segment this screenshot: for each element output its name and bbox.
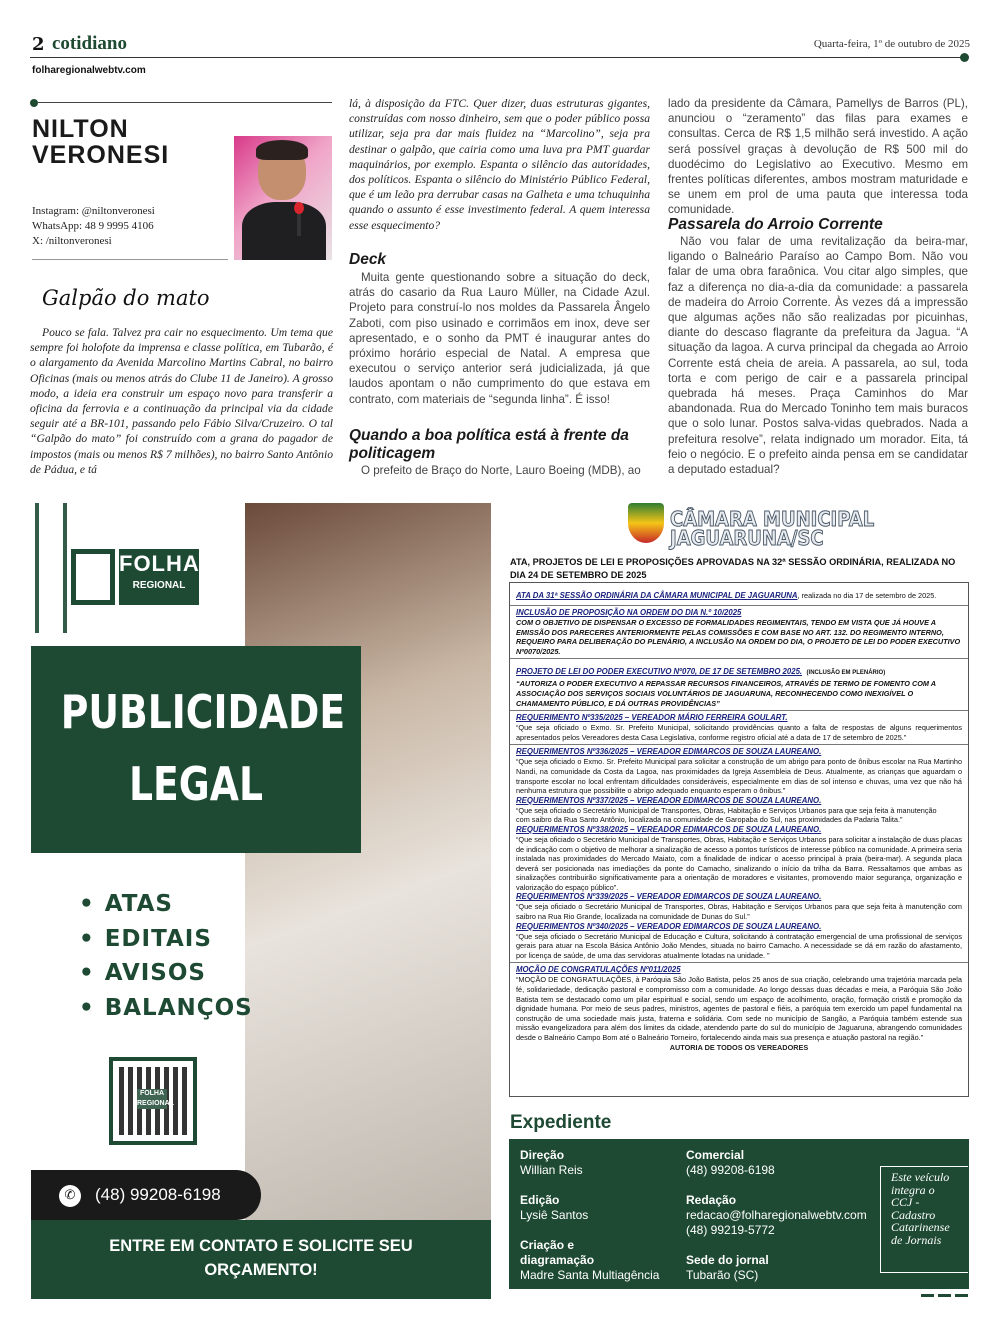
ad-phone-bar[interactable]	[31, 1170, 261, 1220]
inclusao-heading: INCLUSÃO DE PROPOSIÇÃO NA ORDEM DO DIA N.º 10/2025	[516, 608, 742, 617]
ad-footer	[31, 1220, 491, 1299]
columnist-rule	[38, 102, 332, 103]
columnist-contacts	[32, 204, 155, 249]
inclusao-text: COM O OBJETIVO DE DISPENSAR O EXCESSO DE FORMALIDADES REGIMENTAIS, TENDO EM VISTA QUE JÁ HOUVE A EMISSÃO DOS PARECERES ANTERIORMENTE PELAS COMISSÕES E COM BASE NO ART. 132. DO REGIMENTO INTERNO, REQUEIRO PARA DELIBERAÇÃO DO PLENÁRIO, A INCLUSÃO NA ORDEM DO DIA, O PROJETO DE LEI DO PODER EXECUTIVO Nº0070/2025.	[516, 618, 961, 656]
header-dot	[960, 53, 969, 62]
req-335-heading: REQUERIMENTO Nº335/2025 – VEREADOR MÁRIO FERREIRA GOULART.	[516, 713, 788, 723]
expediente-box	[509, 1139, 969, 1289]
mocao-section	[510, 963, 968, 1054]
camara-coat-of-arms-icon	[628, 503, 664, 543]
req-338-heading: REQUERIMENTOS Nº338/2025 – VEREADOR EDIMARCOS DE SOUZA LAUREANO.	[516, 824, 822, 834]
logo-text-folha: FOLHA	[119, 551, 200, 576]
ad-service-item: • ATAS	[79, 887, 253, 922]
whatsapp-number: WhatsApp: 48 9 9995 4106	[32, 220, 154, 232]
passarela-body: Não vou falar de uma revitalização da beira-mar, ligando o Balneário Paraíso ao Campo Bom. Não vou falar de uma obra faraônica. Vou citar algo simples, que faz a diferença no dia-a-dia da comunidade: a passarela de madeira do Arroio Corrente. Às vezes dá a impressão que algumas ações não são realizadas por picuinhas, diante do descaso flagrante da prefeitura da Jagua. “A situação da lagoa. A curva principal da chegada ao Arroio Corrente está cheia de areia. A passarela, ao sul, toda torta e com perigo de cair e a passarela principal quebrada há meses. Praça Caminhos do Mar abandonada. Rua do Mercado Toninho tem mais buracos que o solo lunar. Postos salva-vidas quebrados. Nada a prefeitura resolve”, relata indignado um morador. Eita, tá feio o negócio. E o prefeito ainda pensa em se candidatar a deputado estadual?	[668, 235, 968, 477]
req-336-heading: REQUERIMENTOS Nº336/2025 – VEREADOR EDIMARCOS DE SOUZA LAUREANO.	[516, 747, 822, 757]
ad-call-to-action: ENTRE EM CONTATO E SOLICITE SEU ORÇAMENTO!	[109, 1237, 413, 1279]
projeto-lei-note: (INCLUSÃO EM PLENÁRIO)	[806, 670, 886, 677]
mocao-text: “MOÇÃO DE CONGRATULAÇÕES, à Paróquia São João Batista, pelos 25 anos de sua criação, celebrando uma trajetória marcada pela fé, solidariedade, dedicação pastoral e compromisso com a comunidade. Ao longo dessas duas décadas e meia, a Paróquia São João Batista tem se destacado como um pilar espiritual e social, sendo um espaço de acolhimento, oração, formação cristã e promoção da dignidade humana. Por meio de seus padres, ministros, agentes de pastoral e fiéis, a paróquia tem exercido um papel fundamental na construção de uma sociedade mais justa, fraterna e solidária. Com sede no município de Sangão, a Paróquia também estende sua missão evangelizadora para além dos limites da cidade, atendendo parte do sul do município de Jaguaruna, abrangendo comunidades desde o Balneário Campo Bom até o Balneário Torneiro, fortalecendo ainda mais sua presença e atuação pastoral na região.”	[516, 975, 962, 1042]
article-body: Pouco se fala. Talvez pra cair no esquecimento. Um tema que sempre foi holofote da imprensa e classe política, em Tubarão, é o alargamento da Avenida Marcolino Martins Cabral, no bairro Oficinas (mais ou menos atrás do Clube 11 de Janeiro). A grosso modo, a ideia era construir um espaço novo para transferir a oficina da ferrovia e a continuação da principal via da cidade seguir até a BR-101, passando pelo Fábio Silva/Cruzeiro. O tal “Galpão do mato” foi construído com a grana do pagador de impostos (mais ou menos R$ 7 milhões), no bairro Santo Antônio de Pádua, e tá	[30, 326, 333, 476]
section-name: cotidiano	[52, 33, 127, 54]
camara-name-line2: JAGUARUNA/SC	[670, 526, 824, 550]
req-340-text: “Que seja oficiado o Secretário Municipal de Educação e Cultura, solicitando à contratação emergencial de uma profissional de serviços gerais para atuar na Escola Básica Antônio João Mendes, situada no bairro Camacho. A necessidade se dá em razão do afastamento, por licença de saúde, de uma das servidoras atualmente lotadas na unidade. ”	[516, 931, 962, 960]
legal-advertising-ad[interactable]	[31, 503, 491, 1299]
ata-heading: ATA DA 31ª SESSÃO ORDINÁRIA DA CÂMARA MUNICIPAL DE JAGUARUNA	[516, 591, 798, 600]
criacao-label: Criação e diagramação	[520, 1238, 595, 1267]
ata-section	[510, 583, 968, 606]
page-number: 2	[32, 34, 45, 55]
expediente-edicao	[520, 1193, 588, 1223]
sede-label: Sede do jornal	[686, 1253, 769, 1267]
projeto-lei-section	[510, 659, 968, 711]
camara-notice-box	[509, 582, 969, 1097]
folha-regional-logo	[71, 549, 201, 607]
req-335-section	[510, 711, 968, 745]
expediente-criacao	[520, 1238, 670, 1283]
article-continuation: lá, à disposição da FTC. Quer dizer, duas estruturas gigantes, construídas com nosso dinheiro, sem que o poder público possa utilizar, seja pra dar mais fluidez na “Marcolino”, seja pra destinar o galpão, que cairia como uma luva pra PMT guardar maquinários, por exemplo. Espanta o silêncio das autoridades, dos políticos. Espanta o silêncio do Ministério Público Federal, que é um leão pra derrubar casas na Galheta e uma tchuquinha quando o assunto é esse investimento federal. A quem interessa esse esquecimento?	[349, 97, 650, 232]
passarela-title: Passarela do Arroio Corrente	[668, 216, 883, 233]
req-340-heading: REQUERIMENTOS Nº340/2025 – VEREADOR EDIMARCOS DE SOUZA LAUREANO.	[516, 921, 822, 931]
article-title: Galpão do mato	[42, 286, 210, 310]
x-handle: X: /niltonveronesi	[32, 235, 112, 247]
req-338-text: “Que seja oficiado o Secretário Municipal de Transportes, Obras, Habitação e Serviços Urbanos para solicitar a instalação de duas placas de indicação com o objetivo de melhorar a sinalização de acesso a pontos turísticos de interesse público na comunidade. A primeira seria instalada nas proximidades do Mercado Maiato, com a finalidade de indicar o acesso principal à praia (beira-mar). A segunda placa deverá ser posicionada nas imediações da ponte do Camacho, sinalizando o início da trilha da Barra. Ressaltamos que ambas as sinalizações contribuirão significativamente para a orientação de moradores e visitantes, promovendo maior segurança, organização e valorização do espaço público”.	[516, 834, 962, 892]
edicao-value: Lysiê Santos	[520, 1208, 589, 1222]
ccj-note: Este veículo integra o CCJ - Cadastro Catarinense de Jornais	[880, 1166, 968, 1273]
expediente-direcao	[520, 1148, 583, 1178]
camara-notice-title: ATA, PROJETOS DE LEI E PROPOSIÇÕES APROVADAS NA 32ª SESSÃO ORDINÁRIA, REALIZADA NO DIA 24 DE SETEMBRO DE 2025	[510, 557, 956, 580]
ata-text: , realizada no dia 17 de setembro de 2025.	[797, 591, 937, 600]
politica-body-start: O prefeito de Braço do Norte, Lauro Boeing (MDB), ao	[361, 464, 641, 477]
expediente-comercial	[686, 1148, 775, 1178]
logo-text-regional: REGIONAL	[132, 580, 186, 591]
expediente-redacao	[686, 1193, 867, 1238]
phone-icon: ✆	[59, 1185, 81, 1207]
direcao-label: Direção	[520, 1148, 565, 1162]
ad-businesswoman-photo	[245, 503, 491, 1223]
columnist-name-line1: NILTON	[32, 115, 129, 143]
inclusao-section	[510, 606, 968, 659]
direcao-value: Willian Reis	[520, 1163, 583, 1177]
sede-value: Tubarão (SC)	[686, 1268, 759, 1282]
instagram-handle: Instagram: @niltonveronesi	[32, 205, 155, 217]
site-link[interactable]: folharegionalwebtv.com	[32, 65, 146, 76]
req-339-heading: REQUERIMENTOS Nº339/2025 – VEREADOR EDIMARCOS DE SOUZA LAUREANO.	[516, 892, 822, 902]
comercial-value: (48) 99208-6198	[686, 1163, 775, 1177]
mocao-authorship: AUTORIA DE TODOS OS VEREADORES	[669, 1042, 809, 1052]
req-337-text-1: “Que seja oficiado o Secretário Municipal de Transportes, Obras, Habitação e Serviços Urbanos para que seja feita à manutenção	[516, 805, 937, 815]
ad-service-item: • EDITAIS	[79, 922, 253, 957]
edicao-label: Edição	[520, 1193, 560, 1207]
expediente-title: Expediente	[510, 1112, 612, 1133]
mocao-heading: MOÇÃO DE CONGRATULAÇÕES Nº011/2025	[516, 965, 681, 975]
qr-logo-label: FOLHA REGIONAL	[137, 1090, 174, 1107]
deck-body: Muita gente questionando sobre a situação do deck, atrás do casario da Rua Lauro Müller, na Cidade Azul. Projeto para construí-lo nos moldes da Passarela Ângelo Zaboti, com piso usinado e corrimãos em inox, deve ser apresentado, e o sonho da PMT é inaugurar antes do próximo horário especial de Natal. A empresa que executou o serviço anterior será judicializada, já que laudos apontam o não cumprimento do que estava em contrato, com materiais de “segunda linha”. É isso!	[349, 271, 650, 406]
criacao-value: Madre Santa Multiagência	[520, 1268, 660, 1282]
footer-dash	[921, 1294, 934, 1297]
req-336-340-section	[510, 745, 968, 963]
camara-name-line1: CÂMARA MUNICIPAL	[670, 507, 875, 531]
columnist-name	[32, 116, 169, 168]
ad-service-item: • AVISOS	[79, 956, 253, 991]
qr-code[interactable]	[109, 1057, 197, 1145]
comercial-label: Comercial	[686, 1148, 745, 1162]
ad-headline	[60, 676, 346, 820]
columnist-bottom-rule	[32, 259, 228, 260]
redacao-phone: (48) 99219-5772	[686, 1223, 775, 1237]
header-rule	[30, 57, 964, 58]
footer-dash	[938, 1294, 951, 1297]
projeto-lei-heading: PROJETO DE LEI DO PODER EXECUTIVO Nº070, DE 17 DE SETEMBRO 2025.	[516, 667, 803, 677]
columnist-photo	[234, 136, 332, 260]
politica-body-continuation: lado da presidente da Câmara, Pamellys de Barros (PL), anunciou o “zeramento” das filas para exames e consultas. Cerca de R$ 1,5 milhão será investido. A ação será possível graças à devolução de R$ 500 mil do duodécimo do Legislativo ao Executivo. Mesmo em frentes políticas diferentes, ambos mostram maturidade e se unem em prol de uma pauta que interessa toda comunidade.	[668, 97, 968, 217]
ad-logo-pattern	[35, 503, 67, 633]
deck-title: Deck	[349, 251, 387, 268]
ad-headline-line2: LEGAL	[129, 757, 263, 811]
req-337-heading: REQUERIMENTOS Nº337/2025 – VEREADOR EDIMARCOS DE SOUZA LAUREANO.	[516, 795, 822, 805]
req-336-text: “Que seja oficiado o Exmo. Sr. Prefeito Municipal para solicitar a construção de um abrigo para ponto de ônibus escolar na Rua Martinho Nandi, na comunidade da Costa da Lagoa, nas proximidades da Igreja Assembleia de Deus. Atualmente, as crianças que aguardam o transporte escolar no local enfrentam dificuldades consideráveis, especialmente em dias de sol intenso e chuvas, uma vez que não há nenhuma estrutura que possibilite o abrigo adequado enquanto esperam o ônibus.”	[516, 757, 962, 796]
expediente-sede	[686, 1253, 769, 1283]
politica-title: Quando a boa política está à frente da politicagem	[349, 427, 629, 462]
projeto-lei-text: “AUTORIZA O PODER EXECUTIVO A REPASSAR RECURSOS FINANCEIROS, ATRAVÉS DE TERMO DE FOMENTO COM A ASSOCIAÇÃO DOS SERVIÇOS SOCIAIS VOLUNTÁRIOS DE JAGUARUNA, RECONHECENDO COMO INEXIGÍVEL O CHAMAMENTO PÚBLICO, E DÁ OUTRAS PROVIDÊNCIAS”	[516, 679, 936, 708]
req-339-text: “Que seja oficiado o Secretário Municipal de Transportes, Obras, Habitação e Serviços Urbanos para que seja feita à manutenção com saibro na Rua Rio Grande, localizada na comunidade de Dunas do Sul.”	[516, 902, 962, 922]
redacao-email[interactable]: redacao@folharegionalwebtv.com	[686, 1208, 867, 1222]
columnist-dot	[30, 99, 38, 107]
ad-services-list	[79, 887, 253, 1025]
ad-phone-number: (48) 99208-6198	[95, 1185, 221, 1204]
camara-name	[670, 507, 875, 550]
ad-headline-line1: PUBLICIDADE	[60, 685, 346, 739]
ad-service-item: • BALANÇOS	[79, 991, 253, 1026]
columnist-name-line2: VERONESI	[32, 141, 170, 169]
req-335-text: “Que seja oficiado o Exmo. Sr. Prefeito Municipal, solicitando providências quanto a falta de respostas de alguns requerimentos apresentados pelos Vereadores desta Casa Legislativa, conforme registro oficial até a data de 17 de setembro de 2025.”	[516, 723, 962, 742]
footer-dash	[955, 1294, 968, 1297]
redacao-label: Redação	[686, 1193, 737, 1207]
edition-date: Quarta-feira, 1º de outubro de 2025	[813, 38, 970, 50]
req-337-text-2: com saibro da Rua Santo Antônio, localizada na comunidade de Garopaba do Sul, nas proximidades da Padaria Talita.”	[516, 815, 903, 825]
